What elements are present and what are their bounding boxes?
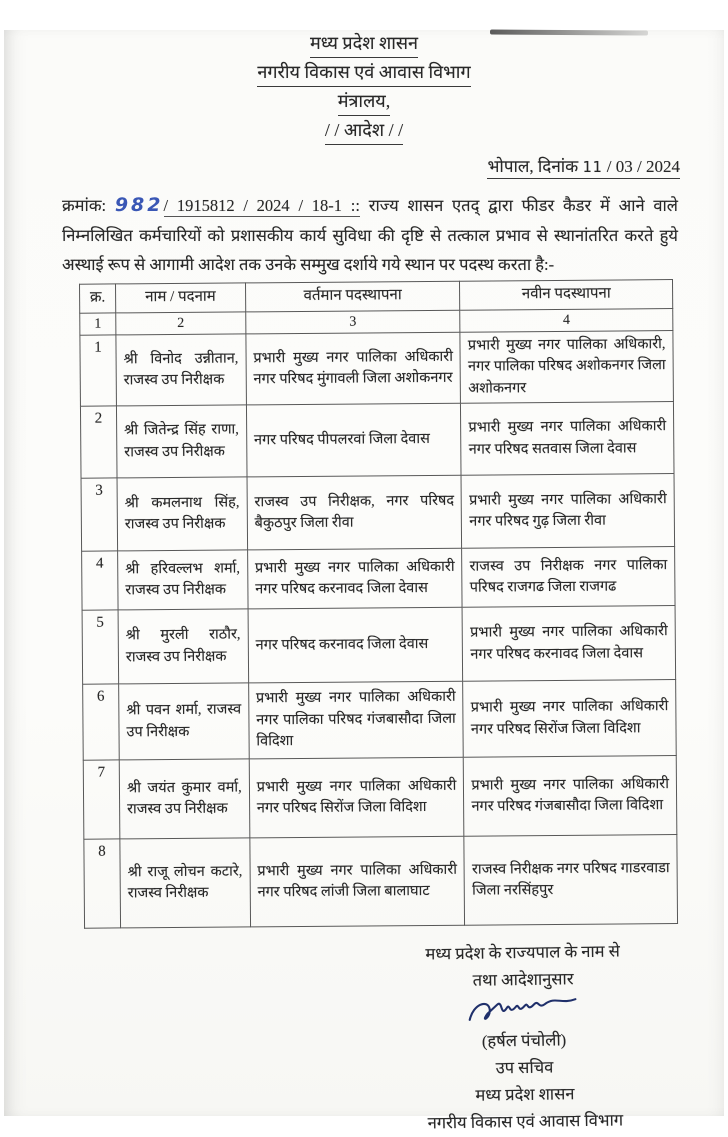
col-header-new: नवीन पदस्थापना	[460, 279, 673, 309]
signatory-org-government: मध्य प्रदेश शासन	[475, 1083, 575, 1105]
col-header-current: वर्तमान पदस्थापना	[245, 281, 460, 311]
signatory-org-department: नगरीय विकास एवं आवास विभाग	[427, 1109, 624, 1133]
signature-block	[348, 936, 699, 1137]
header-government: मध्य प्रदेश शासन	[4, 30, 724, 59]
order-intro-paragraph	[62, 191, 678, 280]
transfer-table	[79, 279, 678, 929]
authority-line-2: तथा आदेशानुसार	[472, 968, 574, 990]
table-row: 5 श्री मुरली राठौर, राजस्व उप निरीक्षक नगर परिषद करनावद जिला देवास प्रभारी मुख्य नगर पालिका अधिकारी नगर परिषद करनावद जिला देवास	[82, 605, 676, 684]
table-row: 2 श्री जितेन्द्र सिंह राणा, राजस्व उप निरीक्षक नगर परिषद पीपलरवां जिला देवास प्रभारी मुख्य नगर पालिका अधिकारी नगर परिषद सतवास जिला देवास	[80, 401, 674, 478]
dateline	[4, 154, 680, 177]
signatory-name: (हर्षल पंचोली)	[481, 1029, 567, 1051]
header-office: मंत्रालय,	[4, 88, 724, 117]
handwritten-day: 11	[582, 158, 603, 176]
signatory-title: उप सचिव	[495, 1057, 554, 1077]
document-header	[4, 30, 724, 146]
table-row: 6 श्री पवन शर्मा, राजस्व उप निरीक्षक प्रभारी मुख्य नगर पालिका अधिकारी नगर पालिका परिषद गंजबासौदा जिला विदिशा प्रभारी मुख्य नगर पालिका अधिकारी नगर परिषद सिरोंज जिला विदिशा	[83, 679, 677, 760]
header-order-title: / / आदेश / /	[4, 117, 724, 146]
table-row: 7 श्री जयंत कुमार वर्मा, राजस्व उप निरीक्षक प्रभारी मुख्य नगर पालिका अधिकारी नगर परिषद सिरोंज जिला विदिशा प्रभारी मुख्य नगर पालिका अधिकारी नगर परिषद गंजबासौदा जिला विदिशा	[83, 755, 677, 839]
col-header-name: नाम / पदनाम	[115, 282, 245, 312]
header-department: नगरीय विकास एवं आवास विभाग	[4, 59, 724, 88]
table-row: 1 श्री विनोद उन्नीतान, राजस्व उप निरीक्षक प्रभारी मुख्य नगर पालिका अधिकारी नगर परिषद मुंगावली जिला अशोकनगर प्रभारी मुख्य नगर पालिका अधिकारी, नगर पालिका परिषद अशोकनगर जिला अशोकनगर	[80, 330, 674, 406]
order-number-rest: / 1915812 / 2024 / 18-1 ::	[163, 196, 360, 215]
intro-body-text: राज्य शासन एतद् द्वारा फीडर कैडर में आने वाले निम्नलिखित कर्मचारियों को प्रशासकीय कार्य सुविधा की दृष्टि से तत्काल प्रभाव से स्थानांतरित करते हुये अस्थाई रूप से आगामी आदेश तक उनके सम्मुख दर्शाये गये स्थान पर पदस्थ करता है:-	[62, 196, 678, 274]
handwritten-order-number: 982	[114, 194, 164, 216]
table-row: 4 श्री हरिवल्लभ शर्मा, राजस्व उप निरीक्षक प्रभारी मुख्य नगर पालिका अधिकारी नगर परिषद करनावद जिला देवास राजस्व उप निरीक्षक नगर पालिका परिषद राजगढ जिला राजगढ	[82, 546, 675, 610]
col-header-sn: क्र.	[80, 283, 116, 312]
scanned-order-document	[4, 30, 724, 1133]
column-number-row: 1 2 3 4	[80, 308, 673, 335]
authority-line-1: मध्य प्रदेश के राज्यपाल के नाम से	[425, 940, 621, 964]
table-row: 3 श्री कमलनाथ सिंह, राजस्व उप निरीक्षक राजस्व उप निरीक्षक, नगर परिषद बैकुठपुर जिला रीवा प्रभारी मुख्य नगर पालिका अधिकारी नगर परिषद गुढ़ जिला रीवा	[81, 473, 675, 551]
transfer-table-container	[4, 278, 728, 929]
serial-label: क्रमांक:	[62, 196, 115, 215]
table-row: 8 श्री राजू लोचन कटारे, राजस्व निरीक्षक प्रभारी मुख्य नगर पालिका अधिकारी नगर परिषद लांजी जिला बालाघाट राजस्व निरीक्षक नगर परिषद गाडरवाडा जिला नरसिंहपुर	[84, 834, 678, 928]
date-text: भोपाल, दिनांक 11 / 03 / 2024	[487, 157, 680, 179]
table-header-row	[80, 279, 673, 312]
